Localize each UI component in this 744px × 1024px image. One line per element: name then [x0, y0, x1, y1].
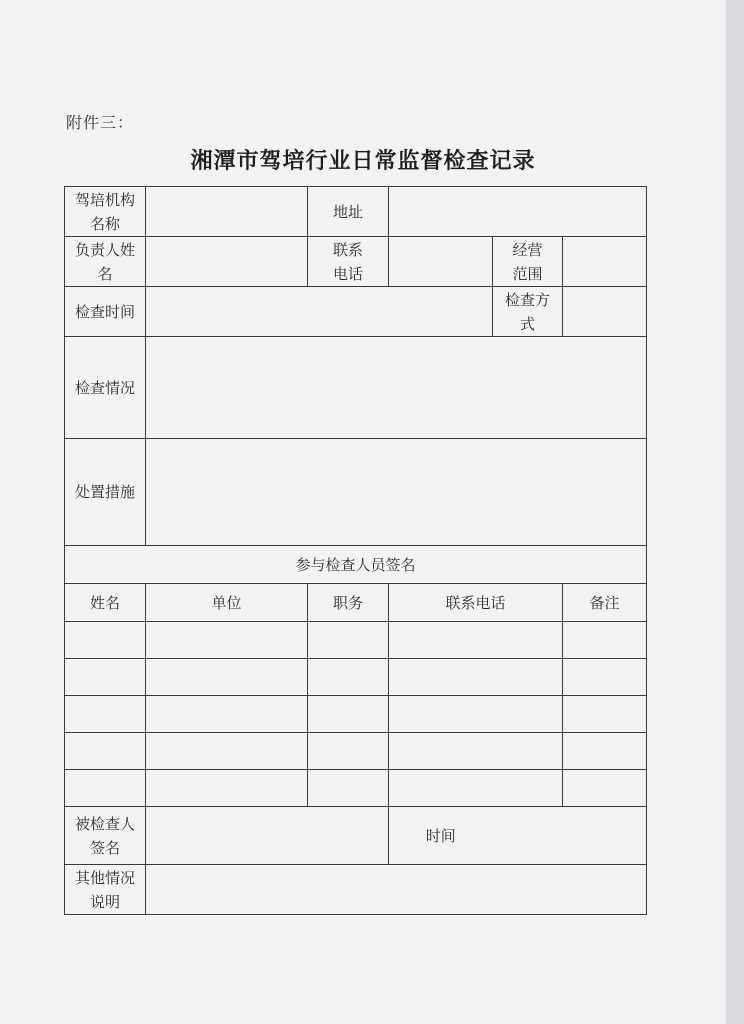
participant-phone-cell[interactable]	[389, 733, 563, 770]
participant-name-cell[interactable]	[65, 659, 146, 696]
participant-name-cell[interactable]	[65, 696, 146, 733]
participant-name-cell[interactable]	[65, 622, 146, 659]
participant-remark-cell[interactable]	[563, 733, 647, 770]
participant-position-cell[interactable]	[308, 733, 389, 770]
form-row-inspected-signature	[65, 807, 647, 865]
principal-field[interactable]	[146, 237, 308, 287]
participant-remark-cell[interactable]	[563, 659, 647, 696]
inspection-method-field[interactable]	[563, 287, 647, 337]
participant-unit-cell[interactable]	[146, 659, 308, 696]
contact-phone-field[interactable]	[389, 237, 493, 287]
form-row-participants-title	[65, 546, 647, 584]
inspected-signature-field[interactable]	[146, 807, 389, 865]
participant-unit-cell[interactable]	[146, 696, 308, 733]
participant-remark-cell[interactable]	[563, 696, 647, 733]
participant-name-cell[interactable]	[65, 733, 146, 770]
inspection-status-field[interactable]	[146, 337, 647, 439]
institution-name-label: 驾培机构 名称	[65, 187, 146, 237]
page-edge-shadow	[726, 0, 744, 1024]
principal-label: 负责人姓 名	[65, 237, 146, 287]
measures-label: 处置措施	[65, 439, 146, 546]
participant-remark-cell[interactable]	[563, 622, 647, 659]
participant-row	[65, 770, 647, 807]
participant-position-cell[interactable]	[308, 770, 389, 807]
form-row-principal	[65, 237, 647, 287]
other-notes-label: 其他情况 说明	[65, 865, 146, 915]
participants-header-name: 姓名	[65, 584, 146, 622]
participant-position-cell[interactable]	[308, 696, 389, 733]
participant-unit-cell[interactable]	[146, 733, 308, 770]
form-row-institution	[65, 187, 647, 237]
document-title: 湘潭市驾培行业日常监督检查记录	[190, 149, 536, 174]
other-notes-field[interactable]	[146, 865, 647, 915]
institution-name-field[interactable]	[146, 187, 308, 237]
participant-phone-cell[interactable]	[389, 622, 563, 659]
participants-section-title: 参与检查人员签名	[65, 546, 647, 584]
participants-header-row	[65, 584, 647, 622]
measures-field[interactable]	[146, 439, 647, 546]
participants-header-position: 职务	[308, 584, 389, 622]
form-row-inspection-time	[65, 287, 647, 337]
participant-position-cell[interactable]	[308, 659, 389, 696]
attachment-label: 附件三：	[66, 113, 135, 132]
inspection-record-form	[64, 186, 647, 915]
time-label: 时间	[389, 807, 493, 865]
participant-phone-cell[interactable]	[389, 696, 563, 733]
form-row-measures	[65, 439, 647, 546]
participant-row	[65, 622, 647, 659]
participant-row	[65, 659, 647, 696]
business-scope-field[interactable]	[563, 237, 647, 287]
participant-name-cell[interactable]	[65, 770, 146, 807]
form-row-other-notes	[65, 865, 647, 915]
address-field[interactable]	[389, 187, 647, 237]
participants-header-remark: 备注	[563, 584, 647, 622]
participant-position-cell[interactable]	[308, 622, 389, 659]
participant-unit-cell[interactable]	[146, 770, 308, 807]
participant-row	[65, 733, 647, 770]
participant-remark-cell[interactable]	[563, 770, 647, 807]
participant-row	[65, 696, 647, 733]
contact-phone-label: 联系 电话	[308, 237, 389, 287]
inspection-time-label: 检查时间	[65, 287, 146, 337]
participant-unit-cell[interactable]	[146, 622, 308, 659]
address-label: 地址	[308, 187, 389, 237]
participants-header-phone: 联系电话	[389, 584, 563, 622]
participant-phone-cell[interactable]	[389, 659, 563, 696]
inspection-method-label: 检查方 式	[493, 287, 563, 337]
inspection-status-label: 检查情况	[65, 337, 146, 439]
participant-phone-cell[interactable]	[389, 770, 563, 807]
participants-header-unit: 单位	[146, 584, 308, 622]
form-row-inspection-status	[65, 337, 647, 439]
inspected-signature-label: 被检查人 签名	[65, 807, 146, 865]
business-scope-label: 经营 范围	[493, 237, 563, 287]
inspection-time-field[interactable]	[146, 287, 493, 337]
time-field[interactable]	[493, 807, 647, 865]
